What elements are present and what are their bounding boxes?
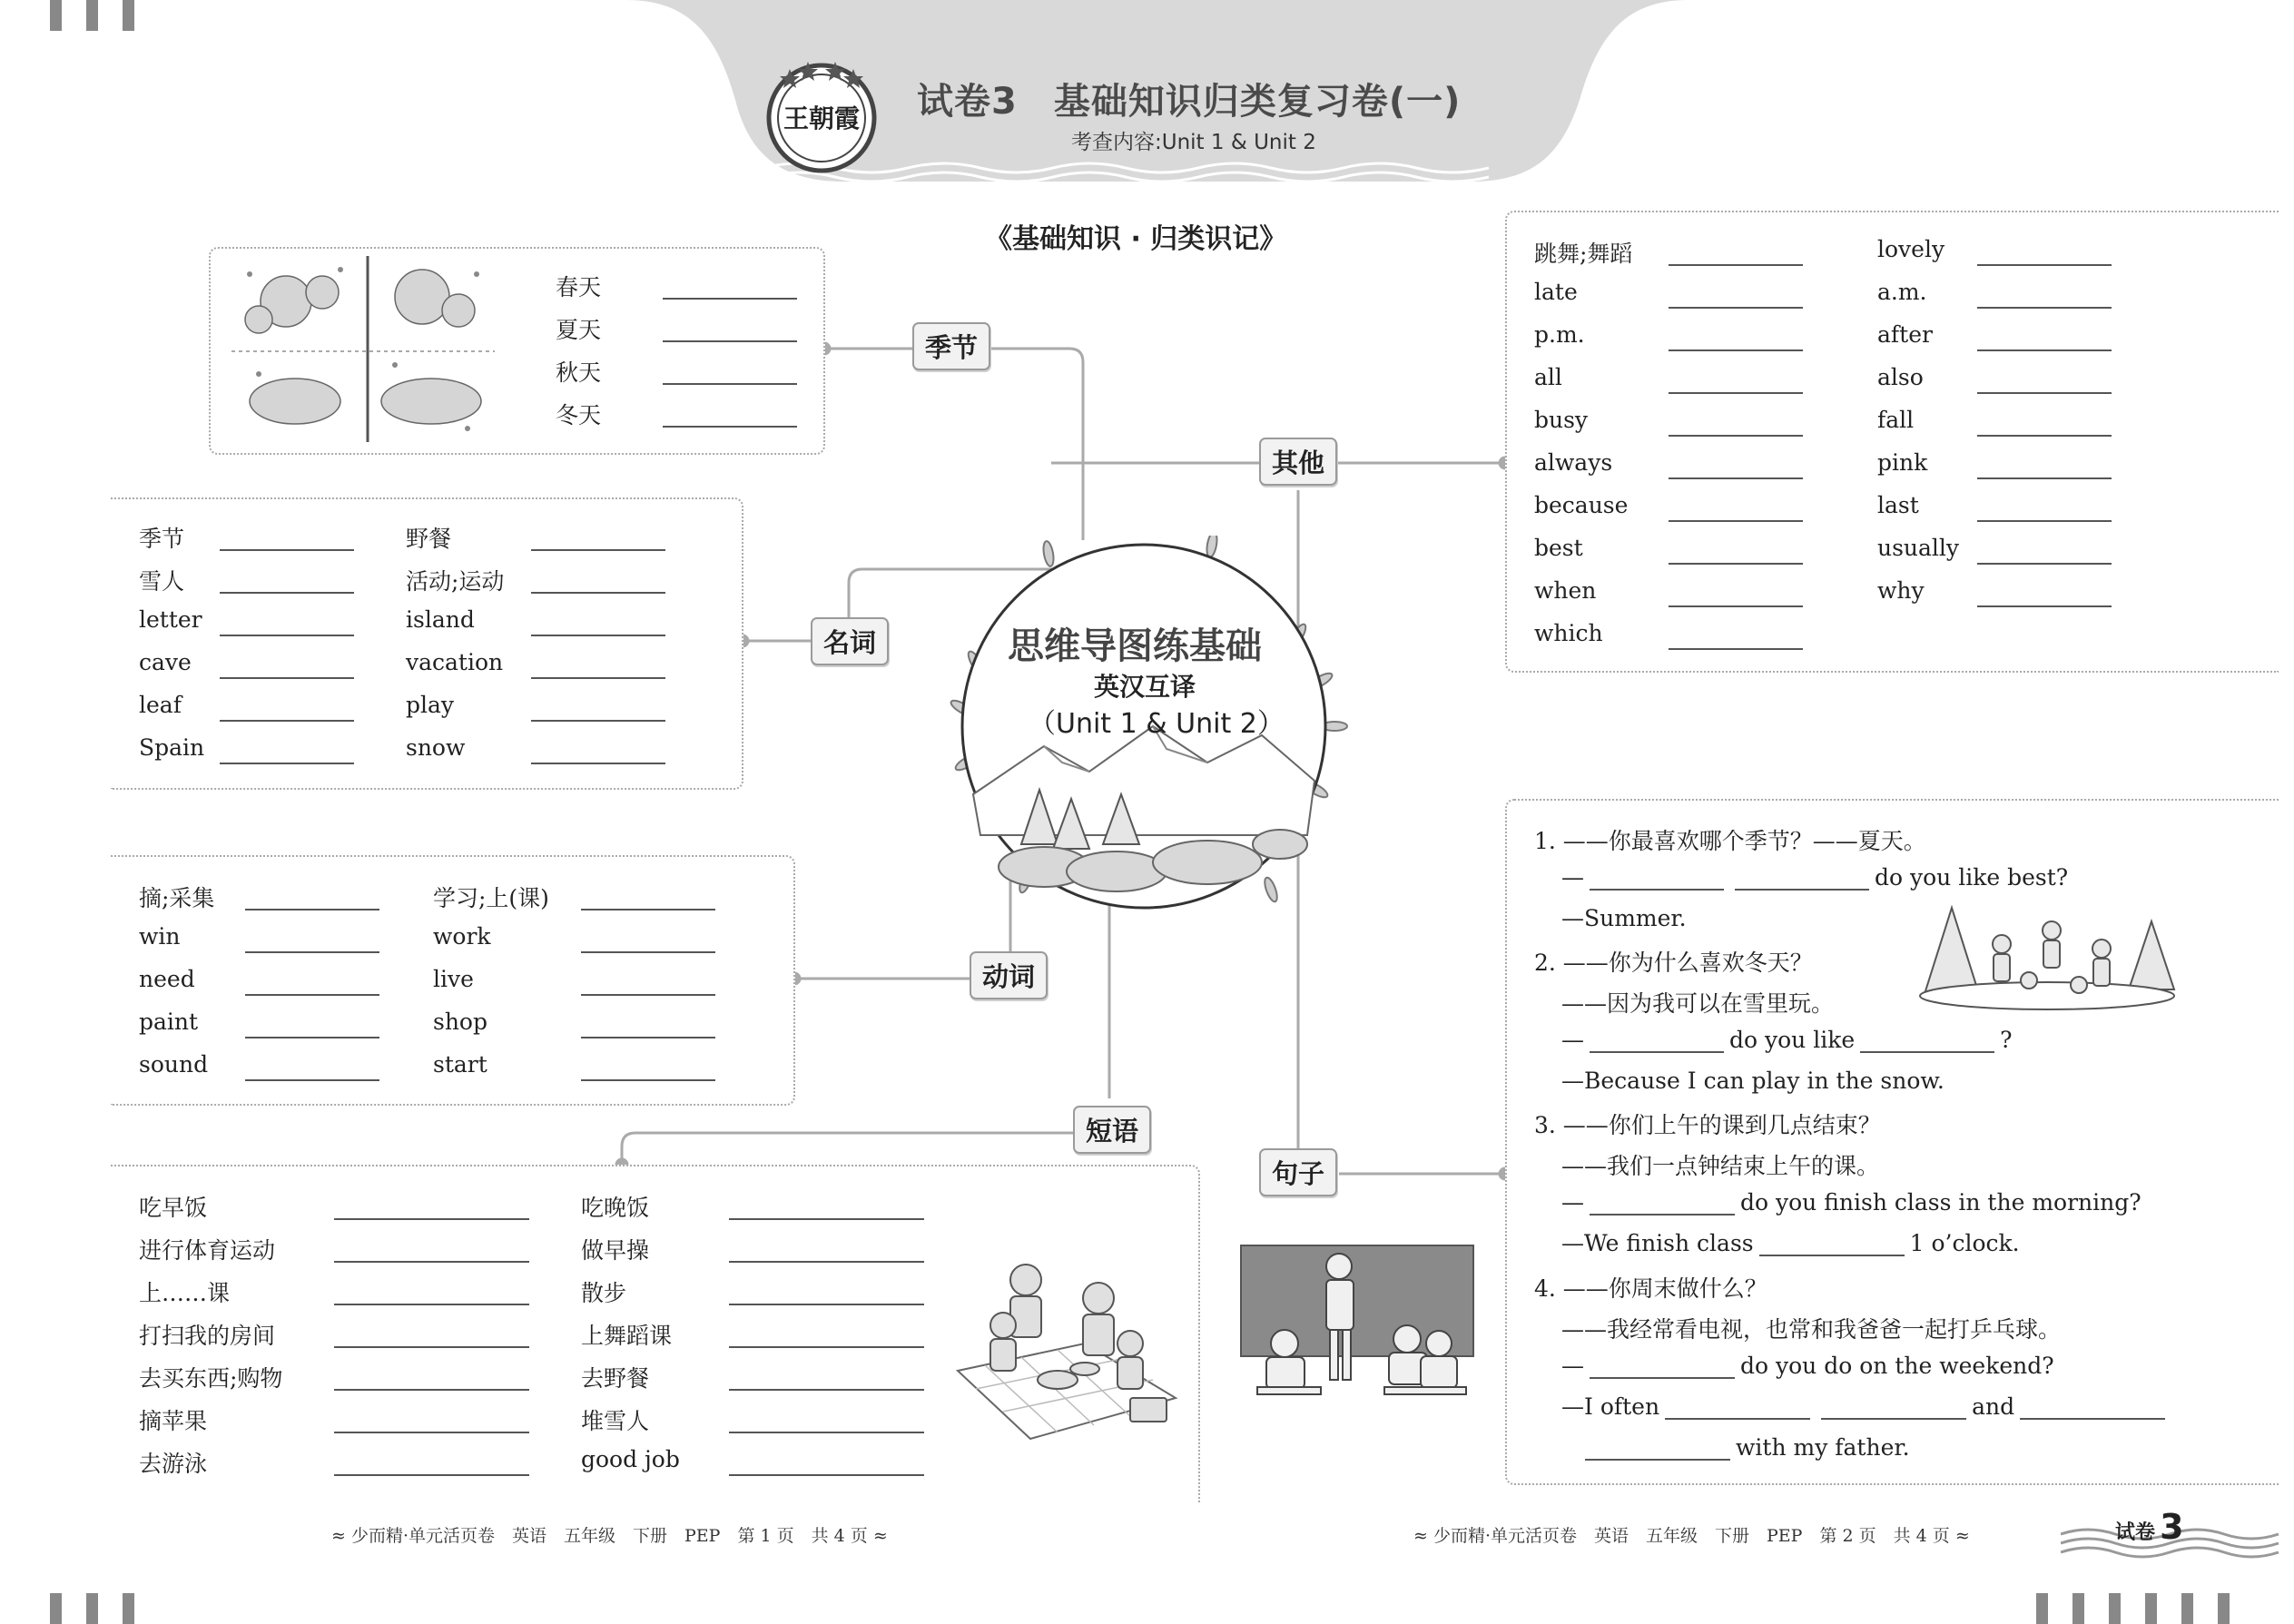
- phrase-item-label: 摘苹果: [139, 1408, 208, 1434]
- verb-item-label: win: [139, 923, 181, 950]
- phrase-item-answer-blank[interactable]: [334, 1218, 529, 1220]
- phrase-item-label: good job: [581, 1446, 680, 1472]
- picnic-illustration: [949, 1253, 1185, 1443]
- phrase-item-label: 散步: [581, 1280, 627, 1306]
- sentence-answer-blank[interactable]: [1590, 865, 1724, 891]
- verb-item-label: 学习;上(课): [433, 885, 549, 911]
- other-item-label: why: [1877, 577, 1925, 604]
- q3-chinese-answer: [1561, 1148, 1879, 1181]
- node-verb: 动词: [970, 951, 1048, 999]
- other-item-label: late: [1534, 279, 1578, 305]
- noun-item-label: 野餐: [406, 526, 452, 552]
- noun-item-answer-blank[interactable]: [531, 763, 665, 764]
- sentence-text: ——我们一点钟结束上午的课。: [1561, 1153, 1880, 1179]
- season-item-answer-blank[interactable]: [663, 298, 797, 300]
- sentence-answer-blank[interactable]: [1665, 1394, 1810, 1420]
- other-item-answer-blank[interactable]: [1669, 520, 1803, 522]
- sentence-text: —Summer.: [1561, 905, 1687, 931]
- other-item-answer-blank[interactable]: [1977, 307, 2112, 309]
- verb-item-label: work: [433, 923, 491, 950]
- noun-item-answer-blank[interactable]: [220, 549, 354, 551]
- sentence-answer-blank[interactable]: [1821, 1394, 1966, 1420]
- other-item-answer-blank[interactable]: [1669, 392, 1803, 394]
- verb-item-answer-blank[interactable]: [245, 951, 379, 953]
- other-item-answer-blank[interactable]: [1669, 605, 1803, 607]
- verb-item-label: 摘;采集: [139, 885, 215, 911]
- noun-item-answer-blank[interactable]: [531, 592, 665, 594]
- season-item-answer-blank[interactable]: [663, 426, 797, 428]
- noun-item-answer-blank[interactable]: [531, 635, 665, 636]
- sentence-answer-blank[interactable]: [1590, 1353, 1735, 1379]
- other-item-answer-blank[interactable]: [1669, 349, 1803, 351]
- sentence-text: do you do on the weekend?: [1740, 1353, 2054, 1379]
- sentence-answer-blank[interactable]: [1759, 1231, 1905, 1256]
- phrase-item-answer-blank[interactable]: [334, 1432, 529, 1433]
- verb-item-answer-blank[interactable]: [581, 909, 715, 910]
- other-item-answer-blank[interactable]: [1669, 563, 1803, 565]
- q3-answer: [1561, 1230, 2020, 1256]
- phrase-item-label: 进行体育运动: [139, 1237, 276, 1264]
- noun-item-label: letter: [139, 606, 202, 633]
- center-units: （Unit 1 & Unit 2）: [1029, 708, 1285, 740]
- other-item-label: 跳舞;舞蹈: [1534, 241, 1633, 267]
- other-item-label: a.m.: [1877, 279, 1927, 305]
- other-item-answer-blank[interactable]: [1977, 392, 2112, 394]
- other-item-answer-blank[interactable]: [1669, 435, 1803, 437]
- other-item-answer-blank[interactable]: [1977, 605, 2112, 607]
- sentence-text: with my father.: [1736, 1434, 1910, 1461]
- sentence-text: —: [1561, 1189, 1584, 1216]
- other-item-label: when: [1534, 577, 1597, 604]
- other-item-label: always: [1534, 449, 1613, 476]
- other-item-label: after: [1877, 321, 1933, 348]
- other-item-answer-blank[interactable]: [1669, 264, 1803, 266]
- phrase-item-label: 上……课: [139, 1280, 231, 1306]
- sentence-text: and: [1972, 1393, 2015, 1420]
- other-item-answer-blank[interactable]: [1977, 520, 2112, 522]
- other-item-answer-blank[interactable]: [1669, 648, 1803, 650]
- noun-item-label: vacation: [406, 649, 504, 675]
- q2-answer: [1561, 1068, 1944, 1094]
- other-item-answer-blank[interactable]: [1977, 435, 2112, 437]
- phrase-item-label: 去游泳: [139, 1451, 208, 1477]
- noun-item-answer-blank[interactable]: [531, 720, 665, 722]
- sentence-text: ?: [2000, 1027, 2013, 1053]
- q4-chinese: [1534, 1271, 1767, 1304]
- node-noun: 名词: [811, 617, 889, 665]
- sentence-answer-blank[interactable]: [1735, 865, 1869, 891]
- verb-item-answer-blank[interactable]: [581, 1079, 715, 1081]
- sentence-answer-blank[interactable]: [1590, 1028, 1724, 1053]
- section-heading: 《基础知识 · 归类识记》: [985, 223, 1287, 255]
- q3-english: [1561, 1189, 2141, 1216]
- q1-answer: [1561, 905, 1687, 931]
- season-item-label: 夏天: [556, 317, 602, 343]
- sentence-text: do you finish class in the morning?: [1740, 1189, 2141, 1216]
- phrase-item-answer-blank[interactable]: [334, 1474, 529, 1476]
- footer-right: ≈ 少而精·单元活页卷 英语 五年级 下册 PEP 第 2 页 共 4 页 ≈: [1413, 1526, 1970, 1546]
- paper-title: 基础知识归类复习卷(一): [1053, 81, 1462, 123]
- sentence-text: —I often: [1561, 1393, 1660, 1420]
- phrase-item-answer-blank[interactable]: [334, 1261, 529, 1263]
- footer-tag: [2115, 1507, 2184, 1547]
- other-item-label: lovely: [1877, 236, 1945, 262]
- q1-chinese: [1534, 823, 1926, 856]
- verb-item-answer-blank[interactable]: [245, 994, 379, 996]
- classroom-illustration: [1239, 1244, 1475, 1407]
- phrase-item-answer-blank[interactable]: [729, 1304, 924, 1305]
- sentence-text: 4. ——你周末做什么？: [1534, 1275, 1767, 1302]
- snow-play-illustration: [1915, 894, 2179, 1012]
- sentence-text: —: [1561, 1027, 1584, 1053]
- sentence-text: ——我经常看电视，也常和我爸爸一起打乒乓球。: [1561, 1316, 2062, 1343]
- phrase-item-answer-blank[interactable]: [729, 1218, 924, 1220]
- other-item-answer-blank[interactable]: [1669, 477, 1803, 479]
- footer-left: ≈ 少而精·单元活页卷 英语 五年级 下册 PEP 第 1 页 共 4 页 ≈: [331, 1526, 888, 1546]
- phrase-item-answer-blank[interactable]: [729, 1346, 924, 1348]
- node-season: 季节: [912, 322, 990, 370]
- sentence-answer-blank[interactable]: [1860, 1028, 1994, 1053]
- logo-text: 王朝霞: [783, 103, 861, 133]
- q2-english: [1561, 1027, 2013, 1053]
- node-sentence: 句子: [1259, 1148, 1337, 1196]
- other-item-answer-blank[interactable]: [1977, 264, 2112, 266]
- noun-item-answer-blank[interactable]: [220, 720, 354, 722]
- other-item-label: last: [1877, 492, 1919, 518]
- noun-item-answer-blank[interactable]: [531, 549, 665, 551]
- other-item-label: best: [1534, 535, 1583, 561]
- q2-chinese: [1534, 945, 1813, 978]
- verb-item-label: start: [433, 1051, 487, 1078]
- sentence-text: 1. ——你最喜欢哪个季节？——夏天。: [1534, 828, 1926, 854]
- q4-answer: [1561, 1393, 2171, 1420]
- center-subtitle: 英汉互译: [1094, 672, 1196, 702]
- center-title: 思维导图练基础: [1008, 625, 1262, 667]
- noun-item-label: snow: [406, 734, 466, 761]
- sentence-answer-blank[interactable]: [1585, 1435, 1730, 1461]
- phrase-item-answer-blank[interactable]: [729, 1389, 924, 1391]
- sentence-text: —We finish class: [1561, 1230, 1754, 1256]
- footer-tag-number: 3: [2160, 1507, 2184, 1547]
- other-item-answer-blank[interactable]: [1977, 477, 2112, 479]
- verb-item-answer-blank[interactable]: [245, 1037, 379, 1038]
- other-item-label: usually: [1877, 535, 1960, 561]
- noun-item-label: leaf: [139, 692, 182, 718]
- q1-english: [1561, 864, 2068, 891]
- node-phrase: 短语: [1073, 1106, 1151, 1154]
- sentence-text: 3. ——你们上午的课到几点结束？: [1534, 1112, 1881, 1138]
- phrase-item-label: 吃早饭: [139, 1195, 208, 1221]
- phrase-item-answer-blank[interactable]: [729, 1261, 924, 1263]
- sentence-text: —: [1561, 1353, 1584, 1379]
- sentence-text: 2. ——你为什么喜欢冬天？: [1534, 950, 1813, 976]
- node-other: 其他: [1259, 438, 1337, 486]
- verb-item-label: live: [433, 966, 474, 992]
- q4-english: [1561, 1353, 2054, 1379]
- phrase-item-label: 上舞蹈课: [581, 1323, 673, 1349]
- noun-item-label: 活动;运动: [406, 568, 505, 595]
- phrase-item-answer-blank[interactable]: [334, 1304, 529, 1305]
- other-item-answer-blank[interactable]: [1977, 563, 2112, 565]
- other-item-label: all: [1534, 364, 1562, 390]
- page-subtitle: 考查内容:Unit 1 & Unit 2: [1071, 131, 1316, 154]
- verb-item-answer-blank[interactable]: [245, 1079, 379, 1081]
- phrase-item-answer-blank[interactable]: [729, 1474, 924, 1476]
- noun-item-answer-blank[interactable]: [220, 592, 354, 594]
- phrase-item-label: 堆雪人: [581, 1408, 650, 1434]
- sentence-text: do you like: [1729, 1027, 1856, 1053]
- phrase-item-label: 做早操: [581, 1237, 650, 1264]
- sentence-answer-blank[interactable]: [2020, 1394, 2165, 1420]
- q4-answer-cont: [1580, 1434, 1910, 1461]
- other-item-answer-blank[interactable]: [1669, 307, 1803, 309]
- season-item-label: 秋天: [556, 359, 602, 386]
- other-item-label: pink: [1877, 449, 1928, 476]
- verb-item-answer-blank[interactable]: [581, 1037, 715, 1038]
- phrase-item-answer-blank[interactable]: [729, 1432, 924, 1433]
- q2-chinese-answer: [1561, 986, 1834, 1019]
- paper-number: 试卷3: [917, 81, 1018, 123]
- noun-item-answer-blank[interactable]: [220, 677, 354, 679]
- sentence-text: —: [1561, 864, 1584, 891]
- noun-item-answer-blank[interactable]: [220, 635, 354, 636]
- phrase-item-label: 打扫我的房间: [139, 1323, 276, 1349]
- phrase-item-label: 去野餐: [581, 1365, 650, 1392]
- season-item-answer-blank[interactable]: [663, 340, 797, 342]
- noun-item-label: 雪人: [139, 568, 185, 595]
- verb-item-label: need: [139, 966, 195, 992]
- season-item-label: 春天: [556, 274, 602, 300]
- verb-item-label: sound: [139, 1051, 209, 1078]
- other-item-label: because: [1534, 492, 1629, 518]
- other-item-label: busy: [1534, 407, 1589, 433]
- noun-item-label: Spain: [139, 734, 205, 761]
- sentence-answer-blank[interactable]: [1590, 1190, 1735, 1216]
- phrase-item-answer-blank[interactable]: [334, 1346, 529, 1348]
- sentence-text: ——因为我可以在雪里玩。: [1561, 990, 1835, 1017]
- footer-tag-label: 试卷: [2115, 1521, 2156, 1544]
- q3-chinese: [1534, 1107, 1881, 1140]
- noun-item-label: island: [406, 606, 475, 633]
- q4-chinese-answer: [1561, 1312, 2061, 1344]
- other-item-label: also: [1877, 364, 1924, 390]
- phrase-item-label: 去买东西;购物: [139, 1365, 283, 1392]
- four-seasons-illustration: [231, 256, 495, 442]
- sentence-text: do you like best?: [1875, 864, 2069, 891]
- phrase-item-label: 吃晚饭: [581, 1195, 650, 1221]
- sentence-text: —Because I can play in the snow.: [1561, 1068, 1944, 1094]
- season-item-label: 冬天: [556, 402, 602, 428]
- other-item-label: fall: [1877, 407, 1915, 433]
- verb-item-answer-blank[interactable]: [245, 909, 379, 910]
- verb-item-label: paint: [139, 1009, 199, 1035]
- noun-item-answer-blank[interactable]: [531, 677, 665, 679]
- other-item-answer-blank[interactable]: [1977, 349, 2112, 351]
- verb-item-answer-blank[interactable]: [581, 951, 715, 953]
- noun-item-label: 季节: [139, 526, 185, 552]
- other-item-label: p.m.: [1534, 321, 1585, 348]
- noun-item-label: cave: [139, 649, 192, 675]
- verb-item-label: shop: [433, 1009, 487, 1035]
- season-item-answer-blank[interactable]: [663, 383, 797, 385]
- sentence-text: 1 o’clock.: [1909, 1230, 2020, 1256]
- phrase-item-answer-blank[interactable]: [334, 1389, 529, 1391]
- noun-item-answer-blank[interactable]: [220, 763, 354, 764]
- verb-item-answer-blank[interactable]: [581, 994, 715, 996]
- other-item-label: which: [1534, 620, 1603, 646]
- noun-item-label: play: [406, 692, 455, 718]
